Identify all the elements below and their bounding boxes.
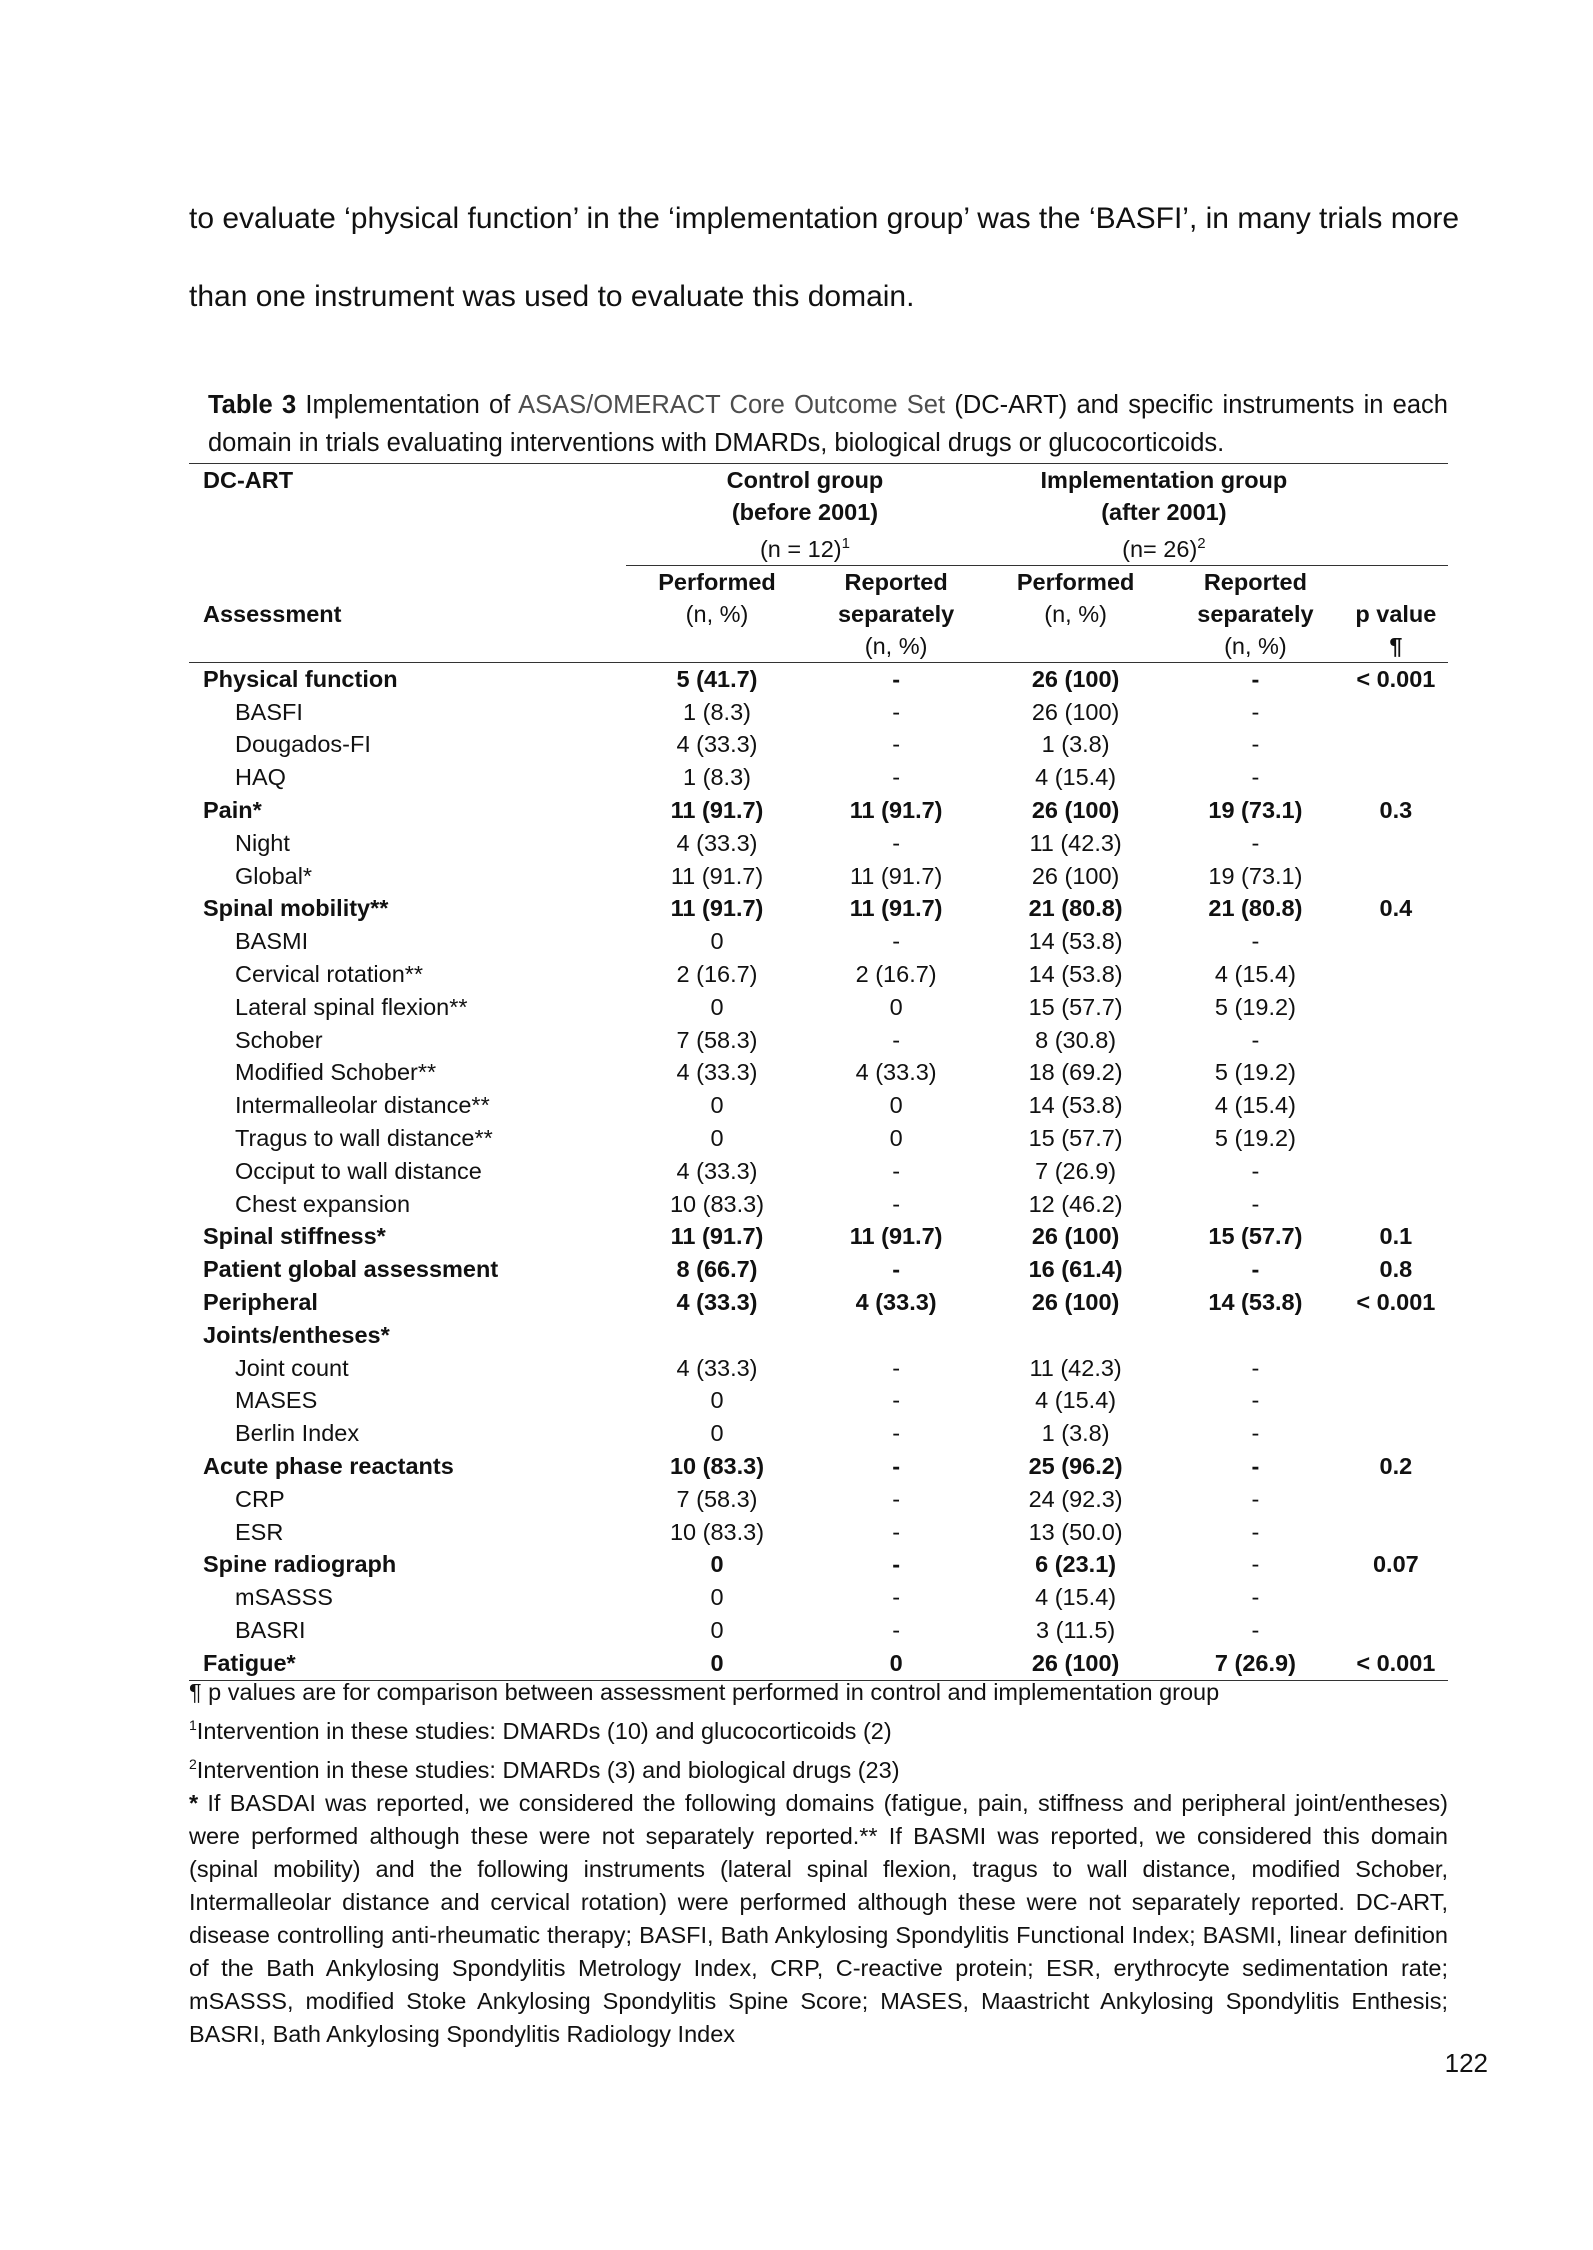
table-label: Table 3 — [208, 391, 297, 419]
cell-cg-rep: 0 — [889, 1124, 903, 1151]
cell-ig-rep: - — [1251, 1452, 1260, 1479]
cell-ig-perf: 24 (92.3) — [1028, 1485, 1123, 1512]
header-dcart: DC-ART — [189, 464, 626, 497]
cell-ig-perf: 14 (53.8) — [1028, 1092, 1123, 1119]
cell-cg-perf: 4 (33.3) — [676, 1157, 758, 1184]
instrument-row — [189, 1188, 1448, 1221]
cell-ig-rep: 14 (53.8) — [1208, 1288, 1303, 1315]
header-ig-separately: separately — [1197, 600, 1314, 627]
row-label: Intermalleolar distance** — [235, 1092, 490, 1119]
header-ig-reported: Reported — [1203, 568, 1307, 595]
header-pilcrow: ¶ — [1344, 630, 1448, 663]
table-caption — [208, 386, 1448, 462]
header-impl-period: (after 2001) — [1101, 499, 1227, 525]
domain-row — [189, 892, 1448, 925]
cell-p: < 0.001 — [1356, 665, 1436, 692]
cell-ig-rep: - — [1251, 731, 1260, 758]
row-label: Night — [235, 829, 290, 856]
row-label: MASES — [235, 1387, 318, 1414]
cell-cg-rep: 0 — [889, 1092, 903, 1119]
cell-ig-perf: 4 (15.4) — [1035, 1387, 1117, 1414]
row-label: Global* — [235, 862, 313, 889]
cell-cg-perf: 8 (66.7) — [676, 1256, 758, 1283]
header-ig-performed: Performed — [1016, 568, 1135, 595]
cell-cg-perf: 0 — [710, 1616, 724, 1643]
cell-cg-rep: - — [892, 1420, 901, 1447]
row-label: mSASSS — [235, 1584, 333, 1611]
cell-cg-rep: - — [892, 1485, 901, 1512]
cell-cg-rep: - — [892, 928, 901, 955]
header-cg-performed: Performed — [658, 568, 776, 595]
cell-cg-rep: - — [892, 1026, 901, 1053]
instrument-row — [189, 761, 1448, 794]
cell-p — [1344, 1483, 1448, 1516]
cell-ig-perf: 13 (50.0) — [1028, 1518, 1123, 1545]
cell-ig-rep: - — [1251, 829, 1260, 856]
cell-p — [1344, 860, 1448, 893]
cell-cg-perf — [626, 1319, 808, 1352]
instrument-row — [189, 696, 1448, 729]
instrument-row — [189, 1417, 1448, 1450]
instrument-row — [189, 1352, 1448, 1385]
cell-p — [1344, 1319, 1448, 1352]
cell-ig-perf: 15 (57.7) — [1028, 1124, 1123, 1151]
cell-p — [1344, 827, 1448, 860]
cell-cg-perf: 4 (33.3) — [676, 1288, 758, 1315]
row-label: ESR — [235, 1518, 284, 1545]
row-label: CRP — [235, 1485, 285, 1512]
cell-p — [1344, 1581, 1448, 1614]
cell-cg-rep: - — [892, 1354, 901, 1381]
instrument-row — [189, 1581, 1448, 1614]
instrument-row — [189, 1155, 1448, 1188]
cell-ig-perf: 4 (15.4) — [1035, 1584, 1117, 1611]
row-label: Modified Schober** — [235, 1059, 437, 1086]
cell-p — [1344, 1352, 1448, 1385]
row-label: Schober — [235, 1026, 323, 1053]
row-label: Acute phase reactants — [203, 1452, 454, 1479]
cell-p — [1344, 1516, 1448, 1549]
cell-ig-perf: 25 (96.2) — [1028, 1452, 1123, 1479]
cell-ig-perf: 12 (46.2) — [1028, 1190, 1123, 1217]
cell-ig-perf: 18 (69.2) — [1028, 1059, 1123, 1086]
footnote-1: $^1$Intervention in these studies: DMARDs (10) and glucocorticoids (2) — [189, 1717, 892, 1744]
cell-ig-perf: 26 (100) — [1031, 698, 1120, 725]
row-label: Berlin Index — [235, 1420, 360, 1447]
cell-ig-rep: - — [1251, 1256, 1260, 1283]
row-label: BASRI — [235, 1616, 306, 1643]
cell-p — [1344, 1384, 1448, 1417]
cell-cg-perf: 4 (33.3) — [676, 829, 758, 856]
cell-ig-perf: 7 (26.9) — [1035, 1157, 1117, 1184]
cell-cg-perf: 0 — [710, 1551, 724, 1578]
cell-ig-perf: 26 (100) — [1031, 1288, 1120, 1315]
cell-cg-perf: 0 — [710, 1124, 724, 1151]
cell-cg-perf: 11 (91.7) — [670, 862, 764, 889]
domain-row — [189, 662, 1448, 695]
instrument-row — [189, 958, 1448, 991]
cell-ig-perf: 21 (80.8) — [1028, 895, 1123, 922]
cell-cg-perf: 10 (83.3) — [669, 1518, 765, 1545]
cell-ig-perf: 6 (23.1) — [1035, 1551, 1117, 1578]
cell-p — [1344, 1056, 1448, 1089]
cell-ig-rep: 15 (57.7) — [1208, 1223, 1303, 1250]
row-label: Cervical rotation** — [235, 961, 424, 987]
row-label: Fatigue* — [189, 1647, 626, 1680]
row-label: Spinal mobility** — [203, 895, 389, 922]
cell-ig-perf: 26 (100) — [1031, 797, 1120, 824]
row-label: BASFI — [235, 698, 303, 725]
cell-ig-perf: 15 (57.7) — [1028, 993, 1123, 1020]
header-control-n: (n = 12)$^1$ — [626, 528, 984, 565]
cell-p — [1344, 1188, 1448, 1221]
cell-ig-rep: 5 (19.2) — [1214, 1059, 1296, 1086]
cell-cg-rep: 4 (33.3) — [855, 1288, 937, 1315]
cell-cg-rep: - — [892, 1256, 901, 1283]
cell-cg-rep: - — [892, 731, 901, 758]
cell-ig-perf: 14 (53.8) — [1028, 928, 1123, 955]
intro-paragraph — [189, 180, 1484, 336]
cell-p — [1344, 1089, 1448, 1122]
cell-ig-rep: - — [1251, 1584, 1260, 1611]
cell-ig-perf — [984, 1319, 1167, 1352]
cell-ig-rep: 19 (73.1) — [1208, 862, 1303, 889]
cell-cg-perf: 7 (58.3) — [676, 1485, 758, 1512]
row-label: Occiput to wall distance — [235, 1157, 482, 1184]
instrument-row — [189, 1122, 1448, 1155]
header-cg-separately: separately — [837, 600, 955, 627]
cell-cg-perf: 10 (83.3) — [669, 1452, 765, 1479]
cell-p — [1344, 991, 1448, 1024]
cell-p — [1344, 1024, 1448, 1057]
cell-cg-rep: - — [892, 1551, 901, 1578]
cell-ig-rep: - — [1251, 665, 1260, 692]
cell-ig-rep: - — [1251, 1420, 1260, 1447]
cell-cg-rep — [808, 1319, 984, 1352]
cell-p: < 0.001 — [1344, 1647, 1448, 1680]
cell-cg-perf: 5 (41.7) — [676, 665, 758, 692]
instrument-row — [189, 827, 1448, 860]
cell-p — [1344, 728, 1448, 761]
cell-ig-rep: 4 (15.4) — [1214, 961, 1296, 987]
cell-cg-rep: 11 (91.7) — [849, 895, 943, 922]
header-ig-rep-npct: (n, %) — [1167, 630, 1344, 663]
footnote-2: $^2$Intervention in these studies: DMARDs (3) and biological drugs (23) — [189, 1755, 900, 1783]
instrument-row — [189, 925, 1448, 958]
page-number: 122 — [1444, 2048, 1488, 2078]
header-control-period: (before 2001) — [731, 499, 879, 525]
header-pvalue: p value — [1355, 600, 1437, 627]
cell-ig-rep: - — [1251, 1354, 1260, 1381]
header-cg-reported: Reported — [844, 568, 948, 595]
cell-ig-rep: - — [1251, 1387, 1260, 1414]
instrument-row — [189, 1089, 1448, 1122]
cell-ig-perf: 26 (100) — [1031, 862, 1120, 889]
intro-line-2: than one instrument was used to evaluate this domain. — [189, 280, 915, 313]
header-assessment: Assessment — [203, 600, 342, 627]
cell-p: 0.1 — [1379, 1223, 1413, 1250]
cell-ig-rep: 7 (26.9) — [1167, 1647, 1344, 1680]
cell-cg-rep: 0 — [889, 993, 903, 1020]
instrument-row — [189, 1614, 1448, 1647]
cell-cg-perf: 0 — [710, 1387, 724, 1414]
cell-ig-rep: - — [1251, 1616, 1260, 1643]
domain-row — [189, 794, 1448, 827]
row-label: Tragus to wall distance** — [235, 1124, 493, 1151]
cell-cg-perf: 11 (91.7) — [670, 895, 764, 922]
row-label: Dougados-FI — [235, 731, 371, 758]
cell-ig-rep: - — [1251, 1190, 1260, 1217]
cell-p: 0.3 — [1379, 797, 1413, 824]
header-cg-npct: (n, %) — [685, 600, 749, 627]
intro-line-1: to evaluate ‘physical function’ in the ‘implementation group’ was the ‘BASFI’, in many trials more — [189, 202, 1460, 235]
header-impl-n: (n= 26)$^2$ — [984, 528, 1344, 565]
domain-row — [189, 1450, 1448, 1483]
header-control-title: Control group — [626, 464, 984, 497]
cell-ig-perf: 16 (61.4) — [1028, 1256, 1123, 1283]
cell-ig-perf: 14 (53.8) — [1028, 961, 1123, 987]
instrument-row — [189, 860, 1448, 893]
cell-cg-perf: 0 — [710, 1584, 724, 1611]
cell-cg-perf: 10 (83.3) — [669, 1190, 765, 1217]
footnote-abbreviations: * If BASDAI was reported, we considered the following domains (fatigue, pain, stiffness and peripheral joint/entheses) were performed although these were not separately reported.** If BASMI was reported, we considered this domain (spinal mobility) and the following instruments (lateral spinal flexion, tragus to wall distance, modified Schober, Intermalleolar distance and cervical rotation) were performed although these were not separately reported. DC-ART, disease controlling anti-rheumatic therapy; BASFI, Bath Ankylosing Spondylitis Functional Index; BASMI, linear definition of the Bath Ankylosing Spondylitis Metrology Index, CRP, C-reactive protein; ESR, erythrocyte sedimentation rate; mSASSS, modified Stoke Ankylosing Spondylitis Spine Score; MASES, Maastricht Ankylosing Spondylitis Enthesis; BASRI, Bath Ankylosing Spondylitis Radiology Index — [189, 1789, 1448, 2047]
cell-ig-perf: 3 (11.5) — [1035, 1616, 1116, 1643]
cell-ig-perf: 8 (30.8) — [1035, 1026, 1117, 1053]
results-table — [189, 463, 1448, 1681]
cell-cg-rep: - — [892, 1584, 901, 1611]
cell-ig-rep: 4 (15.4) — [1214, 1092, 1296, 1119]
instrument-row — [189, 728, 1448, 761]
instrument-row — [189, 1384, 1448, 1417]
instrument-row — [189, 1483, 1448, 1516]
cell-cg-perf: 2 (16.7) — [676, 961, 758, 987]
row-label: Joint count — [235, 1354, 349, 1381]
domain-row — [189, 1548, 1448, 1581]
cell-ig-rep — [1167, 1319, 1344, 1352]
footnote-pvalues: ¶ p values are for comparison between assessment performed in control and implementation group — [189, 1679, 1220, 1705]
row-label: Spinal stiffness* — [203, 1223, 386, 1250]
cell-cg-perf: 4 (33.3) — [676, 731, 758, 758]
cell-p — [1344, 761, 1448, 794]
cell-cg-perf: 1 (8.3) — [683, 698, 751, 725]
cell-ig-perf: 4 (15.4) — [1035, 764, 1117, 791]
row-label: HAQ — [235, 764, 286, 791]
cell-ig-rep: - — [1251, 928, 1260, 955]
cell-cg-rep: - — [892, 764, 901, 791]
row-label: BASMI — [235, 928, 309, 955]
domain-row — [189, 1220, 1448, 1253]
instrument-row — [189, 1516, 1448, 1549]
row-label: Lateral spinal flexion** — [235, 993, 468, 1020]
cell-cg-perf: 11 (91.7) — [670, 1223, 764, 1250]
cell-cg-rep: - — [892, 1518, 901, 1545]
cell-ig-perf: 1 (3.8) — [1041, 731, 1110, 758]
cell-p — [1344, 925, 1448, 958]
cell-cg-perf: 11 (91.7) — [670, 797, 764, 824]
caption-outcome-set: ASAS/OMERACT Core Outcome Set — [518, 391, 946, 419]
cell-cg-rep: - — [892, 665, 901, 692]
cell-cg-rep: 2 (16.7) — [855, 961, 937, 987]
cell-cg-perf: 4 (33.3) — [676, 1059, 758, 1086]
cell-cg-rep: 11 (91.7) — [849, 1223, 943, 1250]
cell-p — [1344, 696, 1448, 729]
cell-ig-perf: 11 (42.3) — [1029, 1354, 1122, 1381]
header-impl-title: Implementation group — [984, 464, 1344, 497]
cell-cg-rep: - — [892, 1616, 901, 1643]
cell-p — [1344, 1417, 1448, 1450]
domain-row — [189, 1253, 1448, 1286]
row-label: Spine radiograph — [203, 1551, 397, 1578]
row-label: Pain* — [203, 797, 262, 824]
row-label: Patient global assessment — [203, 1256, 499, 1283]
row-label: Peripheral — [203, 1288, 318, 1315]
cell-ig-rep: - — [1251, 698, 1260, 725]
cell-cg-perf: 0 — [710, 1420, 724, 1447]
header-cg-rep-npct: (n, %) — [808, 630, 984, 663]
domain-row — [189, 1319, 1448, 1352]
cell-cg-rep: - — [892, 829, 901, 856]
cell-ig-rep: - — [1251, 1485, 1260, 1512]
cell-cg-perf: 0 — [626, 1647, 808, 1680]
cell-cg-rep: - — [892, 1190, 901, 1217]
cell-p: 0.07 — [1372, 1551, 1419, 1578]
cell-cg-rep: 0 — [808, 1647, 984, 1680]
instrument-row — [189, 1056, 1448, 1089]
cell-ig-rep: 19 (73.1) — [1208, 797, 1303, 824]
cell-cg-perf: 1 (8.3) — [683, 764, 751, 791]
cell-ig-rep: 5 (19.2) — [1214, 1124, 1296, 1151]
cell-p — [1344, 1155, 1448, 1188]
cell-p — [1344, 1122, 1448, 1155]
header-ig-npct: (n, %) — [1044, 600, 1107, 627]
cell-ig-rep: - — [1251, 1518, 1260, 1545]
cell-cg-perf: 0 — [710, 993, 724, 1020]
cell-p: < 0.001 — [1356, 1288, 1436, 1315]
cell-cg-perf: 0 — [710, 928, 724, 955]
cell-cg-rep: - — [892, 698, 901, 725]
cell-p — [1344, 1614, 1448, 1647]
row-label: Physical function — [203, 665, 398, 692]
cell-ig-perf: 11 (42.3) — [1029, 829, 1122, 856]
caption-text-2: (DC-ART) and specific instruments in each domain in trials evaluating interventions with DMARDs, biological drugs or glucocorticoids. — [208, 391, 1448, 457]
cell-cg-rep: 4 (33.3) — [855, 1059, 937, 1086]
row-label: Chest expansion — [235, 1190, 411, 1217]
cell-ig-rep: 5 (19.2) — [1214, 993, 1296, 1020]
cell-cg-rep: 11 (91.7) — [849, 797, 943, 824]
cell-cg-rep: - — [892, 1387, 901, 1414]
cell-cg-perf: 4 (33.3) — [676, 1354, 758, 1381]
cell-ig-rep: - — [1251, 1157, 1260, 1184]
cell-ig-perf: 26 (100) — [1031, 665, 1120, 692]
cell-ig-perf: 26 (100) — [984, 1647, 1167, 1680]
cell-cg-perf: 0 — [710, 1092, 724, 1119]
cell-p: 0.2 — [1379, 1452, 1413, 1479]
cell-cg-rep: 11 (91.7) — [849, 862, 943, 889]
instrument-row — [189, 1024, 1448, 1057]
footnotes — [189, 1676, 1448, 2051]
cell-ig-perf: 26 (100) — [1031, 1223, 1120, 1250]
instrument-row — [189, 991, 1448, 1024]
cell-ig-rep: - — [1251, 1551, 1260, 1578]
row-label: Joints/entheses* — [203, 1321, 390, 1348]
cell-ig-perf: 1 (3.8) — [1041, 1420, 1110, 1447]
cell-ig-rep: 21 (80.8) — [1208, 895, 1303, 922]
caption-text-1: Implementation of — [296, 391, 519, 419]
cell-p: 0.8 — [1379, 1256, 1413, 1283]
cell-p — [1344, 958, 1448, 991]
cell-ig-rep: - — [1251, 1026, 1260, 1053]
cell-cg-perf: 7 (58.3) — [676, 1026, 758, 1053]
table-body — [189, 662, 1448, 1680]
domain-row — [189, 1286, 1448, 1319]
cell-cg-rep: - — [892, 1157, 901, 1184]
cell-cg-rep: - — [892, 1452, 901, 1479]
cell-p: 0.4 — [1379, 895, 1413, 922]
cell-ig-rep: - — [1251, 764, 1260, 791]
